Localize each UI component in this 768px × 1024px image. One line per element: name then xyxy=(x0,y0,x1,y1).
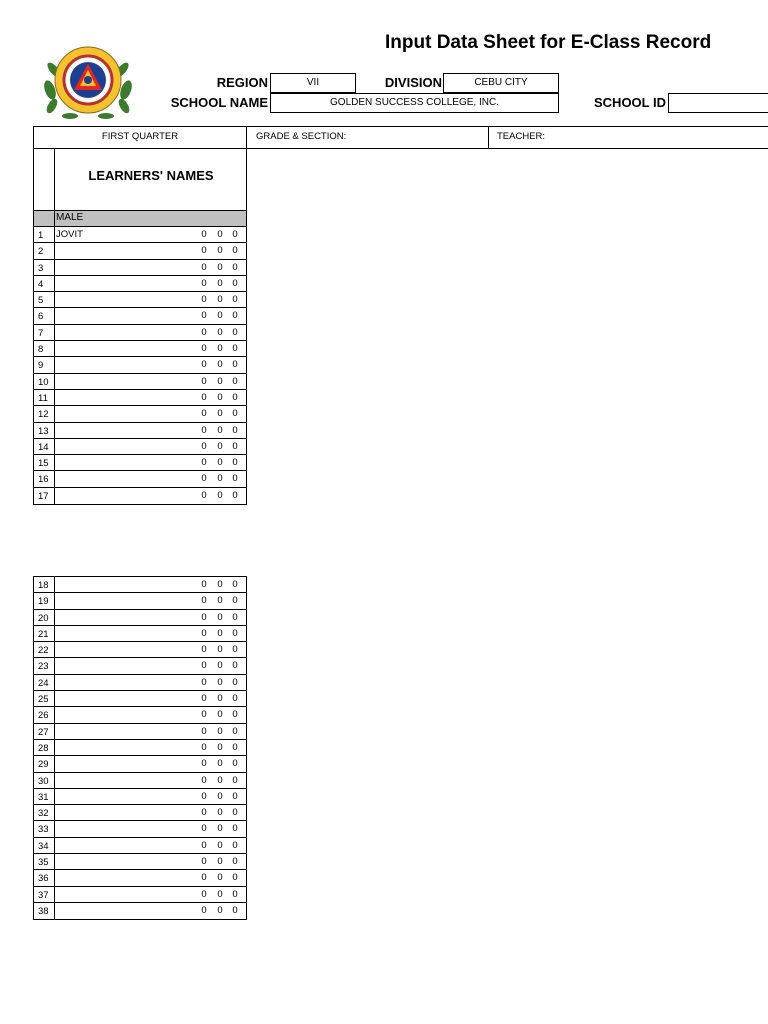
male-label: MALE xyxy=(56,212,84,223)
score-cell: 0 xyxy=(201,823,207,835)
row-number: 15 xyxy=(38,458,49,470)
score-cell: 0 xyxy=(201,611,207,623)
score-cell: 0 xyxy=(217,294,223,306)
table-row[interactable] xyxy=(34,756,246,772)
row-number: 19 xyxy=(38,596,49,608)
row-number: 7 xyxy=(38,327,44,339)
score-cell: 0 xyxy=(217,326,223,338)
score-cell: 0 xyxy=(217,375,223,387)
score-cell: 0 xyxy=(217,473,223,485)
learners-names-header xyxy=(33,148,247,211)
score-cell: 0 xyxy=(201,343,207,355)
score-cell: 0 xyxy=(201,660,207,672)
table-row[interactable] xyxy=(34,577,246,593)
score-cell: 0 xyxy=(217,693,223,705)
score-cell: 0 xyxy=(232,579,238,590)
score-cell: 0 xyxy=(217,343,223,355)
learners-names-title: LEARNERS' NAMES xyxy=(88,168,214,183)
table-row[interactable] xyxy=(34,471,246,487)
row-number: 17 xyxy=(38,490,49,502)
score-cell: 0 xyxy=(201,457,207,469)
table-row[interactable] xyxy=(34,903,246,919)
row-number: 20 xyxy=(38,612,49,624)
score-cell: 0 xyxy=(232,375,238,387)
table-row[interactable] xyxy=(34,707,246,723)
table-row[interactable] xyxy=(34,887,246,903)
score-cell: 0 xyxy=(232,693,238,705)
row-number: 29 xyxy=(38,759,49,771)
row-number: 5 xyxy=(38,295,44,307)
score-cell: 0 xyxy=(232,310,238,322)
score-cell: 0 xyxy=(201,904,207,916)
score-cell: 0 xyxy=(232,277,238,289)
score-cell: 0 xyxy=(217,579,223,590)
score-cell: 0 xyxy=(217,888,223,900)
score-cell: 0 xyxy=(217,790,223,802)
school-name-field[interactable]: GOLDEN SUCCESS COLLEGE, INC. xyxy=(270,93,559,113)
score-cell: 0 xyxy=(232,807,238,819)
score-cell: 0 xyxy=(217,408,223,420)
score-cell: 0 xyxy=(201,888,207,900)
score-cell: 0 xyxy=(232,888,238,900)
row-number: 16 xyxy=(38,474,49,486)
row-number: 9 xyxy=(38,360,44,372)
score-cell: 0 xyxy=(201,790,207,802)
table-row[interactable] xyxy=(34,308,246,324)
score-cell: 0 xyxy=(201,277,207,289)
score-cell: 0 xyxy=(217,457,223,469)
score-cell: 0 xyxy=(201,758,207,770)
row-number: 21 xyxy=(38,628,49,640)
score-cell: 0 xyxy=(217,595,223,607)
score-cell: 0 xyxy=(217,229,223,240)
score-cell: 0 xyxy=(232,676,238,688)
score-cell: 0 xyxy=(217,872,223,884)
table-row[interactable] xyxy=(34,658,246,674)
score-cell: 0 xyxy=(201,229,207,240)
score-cell: 0 xyxy=(201,856,207,868)
row-number: 33 xyxy=(38,824,49,836)
row-number: 30 xyxy=(38,775,49,787)
row-number: 4 xyxy=(38,278,44,290)
score-cell: 0 xyxy=(217,627,223,639)
score-cell: 0 xyxy=(232,725,238,737)
division-field[interactable]: CEBU CITY xyxy=(443,73,559,93)
score-cell: 0 xyxy=(232,595,238,607)
row-number: 34 xyxy=(38,840,49,852)
row-number: 14 xyxy=(38,441,49,453)
score-cell: 0 xyxy=(232,424,238,436)
table-row[interactable] xyxy=(34,675,246,691)
score-cell: 0 xyxy=(217,644,223,656)
score-cell: 0 xyxy=(232,856,238,868)
score-cell: 0 xyxy=(201,693,207,705)
table-row[interactable] xyxy=(34,341,246,357)
table-row[interactable] xyxy=(34,789,246,805)
row-number: 8 xyxy=(38,344,44,356)
quarter-header-row xyxy=(33,126,768,149)
learners-table-block-1 xyxy=(33,227,247,505)
score-cell: 0 xyxy=(201,359,207,371)
score-cell: 0 xyxy=(232,774,238,786)
table-row[interactable] xyxy=(34,854,246,870)
score-cell: 0 xyxy=(232,391,238,403)
table-row[interactable] xyxy=(34,243,246,259)
score-cell: 0 xyxy=(232,758,238,770)
score-cell: 0 xyxy=(201,644,207,656)
score-cell: 0 xyxy=(217,823,223,835)
table-row[interactable] xyxy=(34,455,246,471)
division-label: DIVISION xyxy=(384,75,442,90)
table-row[interactable] xyxy=(34,292,246,308)
table-row[interactable] xyxy=(34,821,246,837)
school-id-label: SCHOOL ID xyxy=(594,95,666,110)
row-number: 18 xyxy=(38,580,49,591)
score-cell: 0 xyxy=(217,904,223,916)
row-number: 28 xyxy=(38,742,49,754)
table-row[interactable] xyxy=(34,740,246,756)
score-cell: 0 xyxy=(217,424,223,436)
score-cell: 0 xyxy=(232,294,238,306)
school-id-field[interactable] xyxy=(668,93,768,113)
row-number: 2 xyxy=(38,246,44,258)
row-number: 1 xyxy=(38,230,44,241)
table-row[interactable] xyxy=(34,276,246,292)
score-cell: 0 xyxy=(217,774,223,786)
row-number: 22 xyxy=(38,645,49,657)
row-number: 27 xyxy=(38,726,49,738)
quarter-label: FIRST QUARTER xyxy=(101,131,179,142)
table-row[interactable] xyxy=(34,593,246,609)
score-cell: 0 xyxy=(201,595,207,607)
score-cell: 0 xyxy=(201,709,207,721)
table-row[interactable] xyxy=(34,374,246,390)
score-cell: 0 xyxy=(201,741,207,753)
score-cell: 0 xyxy=(217,856,223,868)
row-number: 24 xyxy=(38,677,49,689)
score-cell: 0 xyxy=(201,391,207,403)
score-cell: 0 xyxy=(232,326,238,338)
score-cell: 0 xyxy=(201,261,207,273)
score-cell: 0 xyxy=(201,375,207,387)
score-cell: 0 xyxy=(201,294,207,306)
score-cell: 0 xyxy=(232,839,238,851)
score-cell: 0 xyxy=(232,440,238,452)
score-cell: 0 xyxy=(201,326,207,338)
score-cell: 0 xyxy=(232,473,238,485)
table-row[interactable] xyxy=(34,691,246,707)
score-cell: 0 xyxy=(232,741,238,753)
table-row[interactable] xyxy=(34,805,246,821)
table-row[interactable] xyxy=(34,642,246,658)
learner-name[interactable]: JOVIT xyxy=(56,229,83,240)
score-cell: 0 xyxy=(217,758,223,770)
score-cell: 0 xyxy=(201,807,207,819)
score-cell: 0 xyxy=(217,359,223,371)
score-cell: 0 xyxy=(201,774,207,786)
table-row[interactable] xyxy=(34,626,246,642)
score-cell: 0 xyxy=(217,709,223,721)
row-number: 37 xyxy=(38,889,49,901)
row-number: 12 xyxy=(38,409,49,421)
score-cell: 0 xyxy=(217,725,223,737)
row-number: 23 xyxy=(38,661,49,673)
score-cell: 0 xyxy=(217,489,223,501)
row-number: 3 xyxy=(38,262,44,274)
region-label: REGION xyxy=(216,75,268,90)
score-cell: 0 xyxy=(201,839,207,851)
row-number: 13 xyxy=(38,425,49,437)
score-cell: 0 xyxy=(201,440,207,452)
table-row[interactable] xyxy=(34,724,246,740)
learners-table-block-2 xyxy=(33,576,247,920)
row-number: 32 xyxy=(38,808,49,820)
score-cell: 0 xyxy=(217,277,223,289)
table-row[interactable] xyxy=(34,870,246,886)
row-number: 11 xyxy=(38,392,48,404)
row-number: 36 xyxy=(38,873,49,885)
score-cell: 0 xyxy=(217,660,223,672)
score-cell: 0 xyxy=(201,310,207,322)
table-row[interactable] xyxy=(34,325,246,341)
table-row[interactable] xyxy=(34,838,246,854)
score-cell: 0 xyxy=(201,408,207,420)
score-cell: 0 xyxy=(232,904,238,916)
school-seal-logo xyxy=(40,40,136,120)
score-cell: 0 xyxy=(201,676,207,688)
row-number: 31 xyxy=(38,791,49,803)
score-cell: 0 xyxy=(201,579,207,590)
score-cell: 0 xyxy=(232,261,238,273)
score-cell: 0 xyxy=(232,359,238,371)
score-cell: 0 xyxy=(232,790,238,802)
score-cell: 0 xyxy=(201,725,207,737)
score-cell: 0 xyxy=(217,310,223,322)
score-cell: 0 xyxy=(232,408,238,420)
score-cell: 0 xyxy=(217,261,223,273)
row-number: 25 xyxy=(38,694,49,706)
row-number: 6 xyxy=(38,311,44,323)
row-number: 26 xyxy=(38,710,49,722)
score-cell: 0 xyxy=(201,627,207,639)
score-cell: 0 xyxy=(232,229,238,240)
score-cell: 0 xyxy=(201,872,207,884)
school-name-label: SCHOOL NAME xyxy=(170,95,268,110)
table-row[interactable] xyxy=(34,488,246,504)
region-field[interactable]: VII xyxy=(270,73,356,93)
score-cell: 0 xyxy=(232,489,238,501)
table-row[interactable] xyxy=(34,423,246,439)
score-cell: 0 xyxy=(217,807,223,819)
score-cell: 0 xyxy=(217,676,223,688)
score-cell: 0 xyxy=(232,872,238,884)
score-cell: 0 xyxy=(232,823,238,835)
table-row[interactable] xyxy=(34,773,246,789)
page-title: Input Data Sheet for E-Class Record xyxy=(385,32,712,53)
score-cell: 0 xyxy=(201,473,207,485)
score-cell: 0 xyxy=(217,440,223,452)
table-row[interactable] xyxy=(34,390,246,406)
score-cell: 0 xyxy=(232,457,238,469)
score-cell: 0 xyxy=(232,660,238,672)
score-cell: 0 xyxy=(217,391,223,403)
score-cell: 0 xyxy=(232,343,238,355)
score-cell: 0 xyxy=(217,839,223,851)
row-number: 10 xyxy=(38,376,49,388)
table-row[interactable] xyxy=(34,610,246,626)
score-cell: 0 xyxy=(232,644,238,656)
score-cell: 0 xyxy=(232,709,238,721)
grade-section-label: GRADE & SECTION: xyxy=(256,131,347,142)
table-row[interactable] xyxy=(34,439,246,455)
score-cell: 0 xyxy=(232,611,238,623)
table-row[interactable] xyxy=(34,406,246,422)
teacher-label: TEACHER: xyxy=(497,131,546,142)
table-row[interactable] xyxy=(34,357,246,373)
score-cell: 0 xyxy=(201,489,207,501)
male-section-header xyxy=(33,210,247,227)
table-row[interactable] xyxy=(34,260,246,276)
row-number: 35 xyxy=(38,857,49,869)
row-number: 38 xyxy=(38,905,49,917)
score-cell: 0 xyxy=(201,424,207,436)
table-row[interactable] xyxy=(34,227,246,243)
score-cell: 0 xyxy=(232,245,238,257)
score-cell: 0 xyxy=(232,627,238,639)
score-cell: 0 xyxy=(201,245,207,257)
score-cell: 0 xyxy=(217,611,223,623)
score-cell: 0 xyxy=(217,741,223,753)
score-cell: 0 xyxy=(217,245,223,257)
